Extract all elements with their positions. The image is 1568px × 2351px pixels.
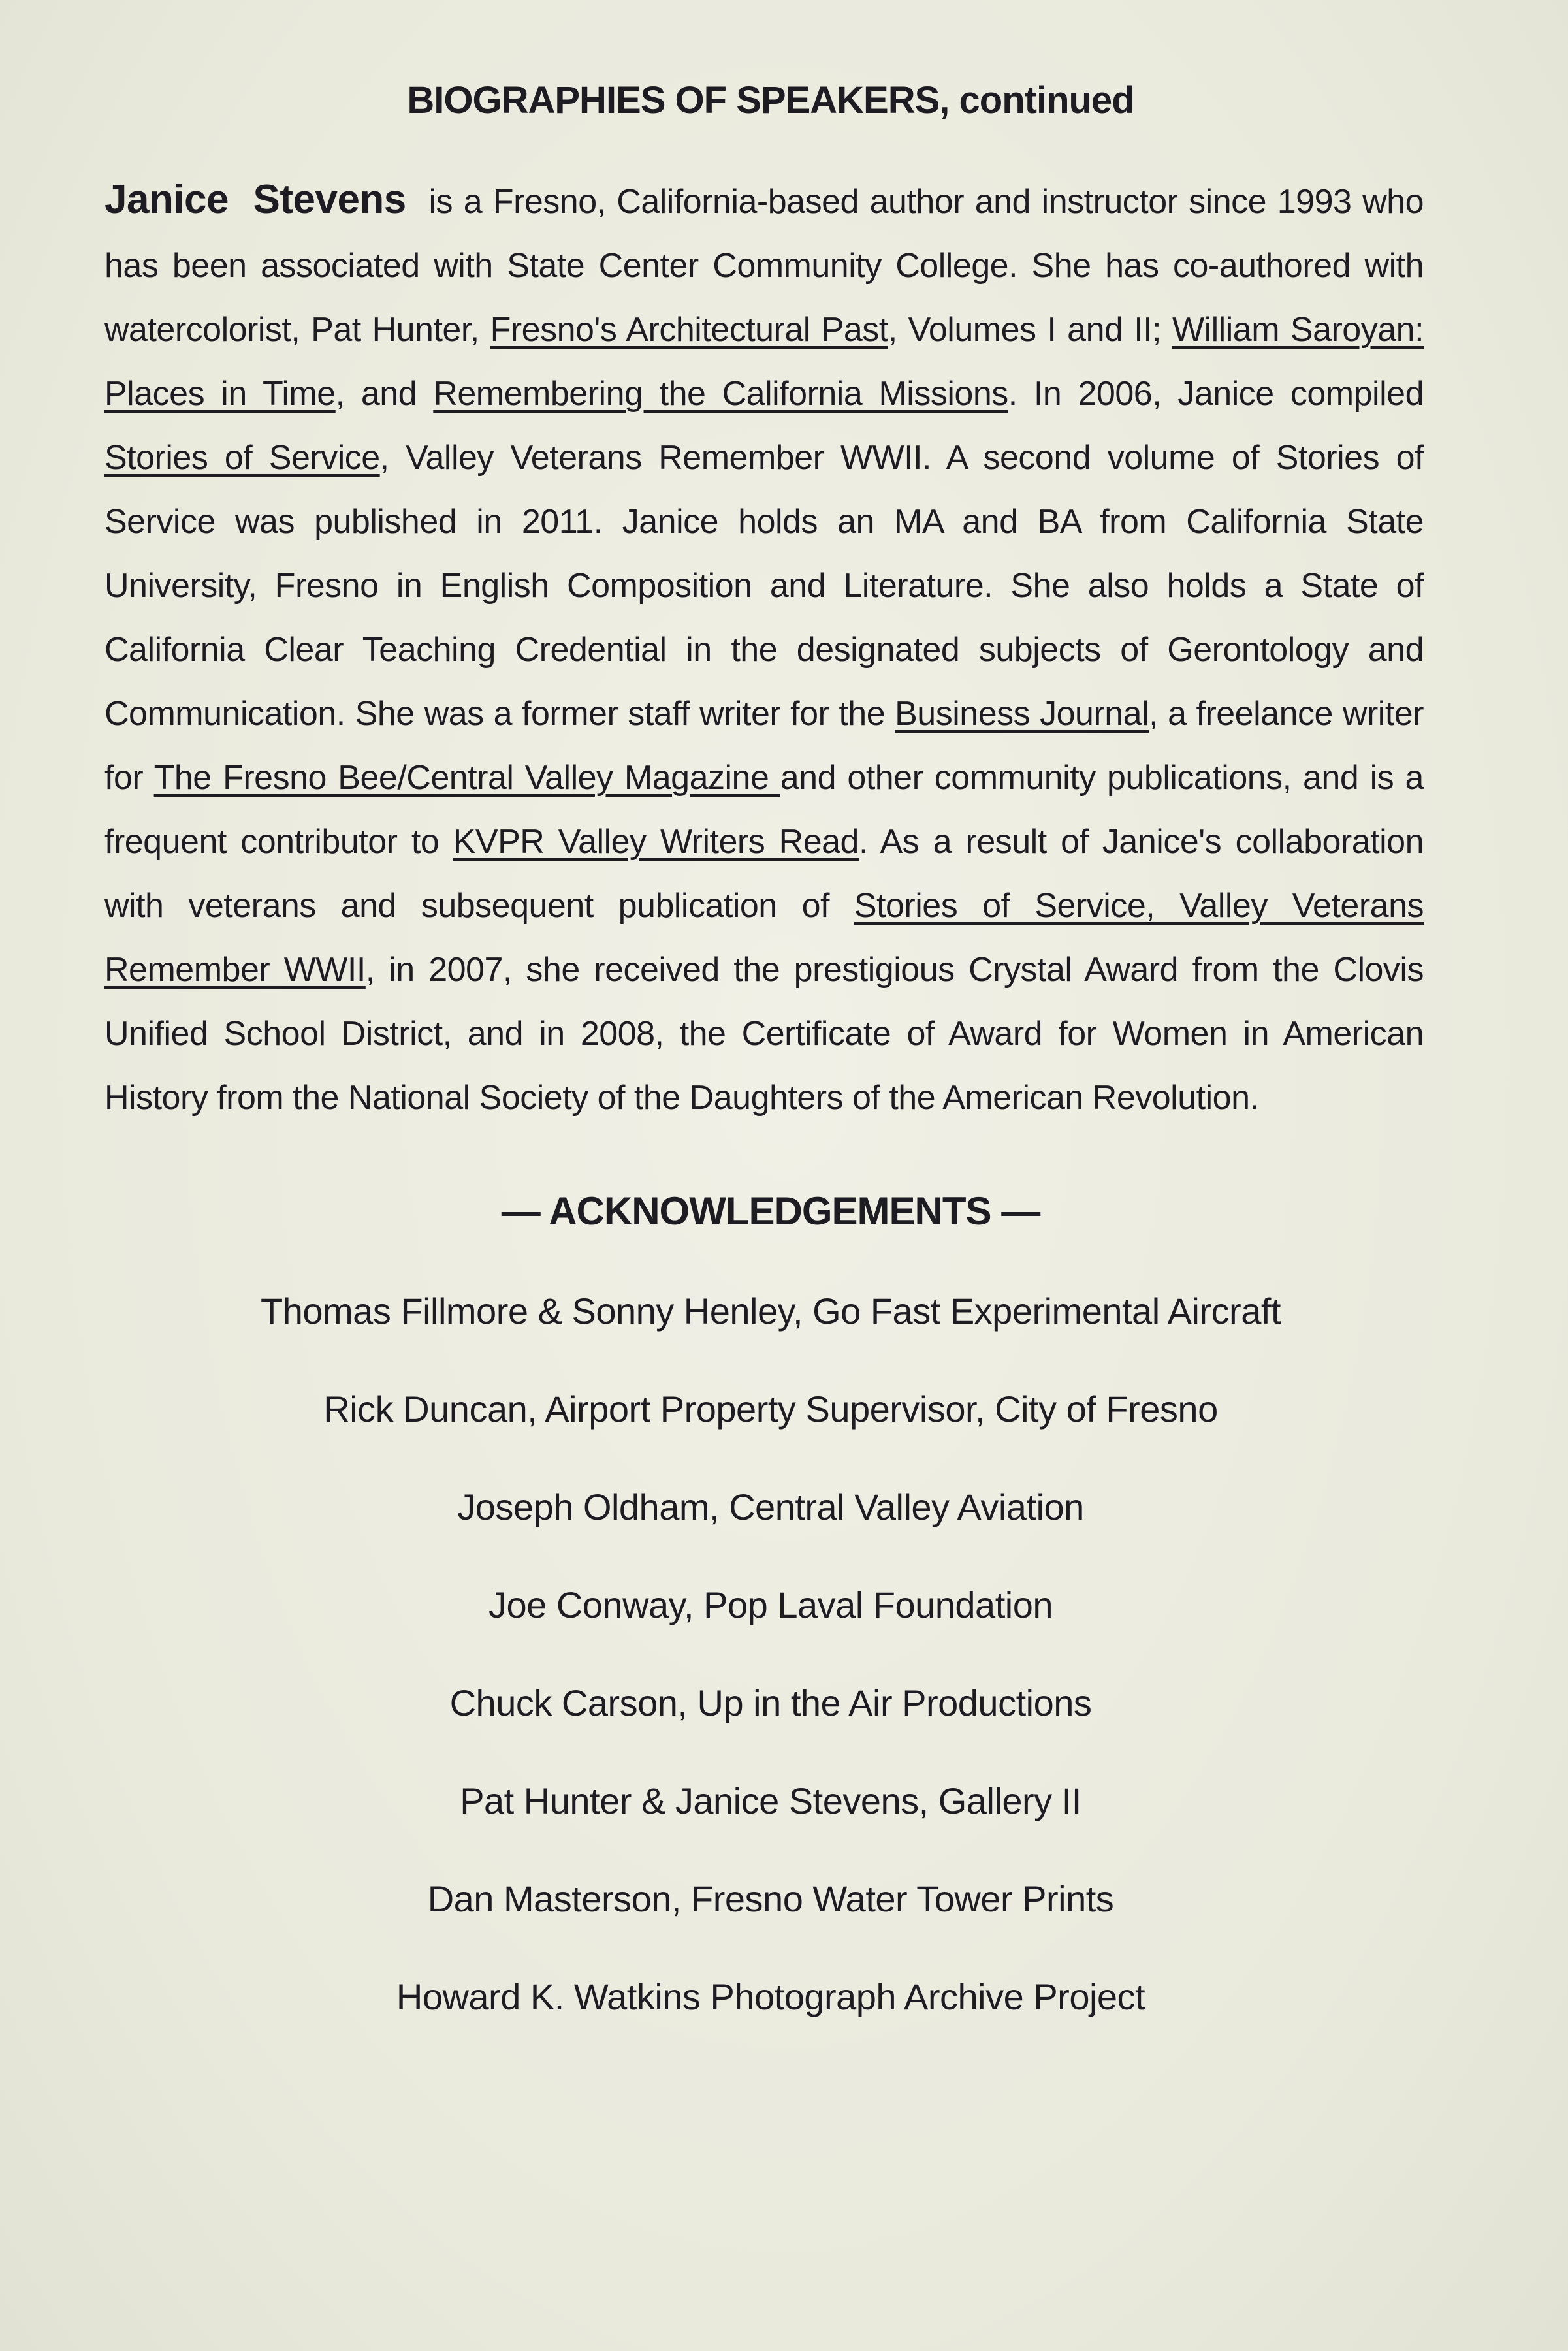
publication-title: Fresno's Architectural Past [490, 311, 888, 349]
bio-text: , in 2007, she received the prestigious Crystal Award from the Clovis Unified School District, and in 2008, the Certificate of Award for Women in American History from the National Society of the Daughters of the American Revolution. [104, 951, 1424, 1117]
acknowledgement-item: Howard K. Watkins Photograph Archive Project [396, 1976, 1145, 2017]
bio-text: , Volumes I and II; [888, 311, 1172, 349]
publication-title: Business Journal [895, 695, 1149, 733]
bio-text: . In 2006, Janice compiled [1008, 375, 1424, 413]
section-title-suffix: continued [959, 79, 1134, 121]
publication-title: William Saroyan: Places in Time [104, 311, 1424, 413]
publication-title: KVPR Valley Writers Read [453, 823, 859, 861]
publication-title: Stories of Service, Valley Veterans Remember WWII [104, 887, 1424, 989]
publication-title: The Fresno Bee/Central Valley Magazine [153, 759, 780, 797]
bio-text: , a freelance writer for [104, 695, 1424, 797]
section-title [104, 65, 1437, 122]
acknowledgement-item: Thomas Fillmore & Sonny Henley, Go Fast Experimental Aircraft [261, 1290, 1281, 1332]
acknowledgements-title: — ACKNOWLEDGEMENTS — [501, 1189, 1040, 1233]
bio-text: is a Fresno, California-based author and instructor since 1993 who has been associated with State Center Community College. She has co-authored with watercolorist, Pat Hunter, [104, 183, 1424, 349]
bio-text: , Valley Veterans Remember WWII. A second volume of Stories of Service was published in 2011. Janice holds an MA and BA from California State University, Fresno in English Composition and Literature. She also holds a State of California Clear Teaching Credential in the designated subjects of Gerontology and Communication. She was a former staff writer for the [104, 439, 1424, 733]
acknowledgements-list [104, 1279, 1437, 2063]
publication-title: Remembering the California Missions [433, 375, 1008, 413]
speaker-name: Janice Stevens [104, 177, 406, 222]
acknowledgement-item: Pat Hunter & Janice Stevens, Gallery II [460, 1780, 1081, 1821]
section-title-main: BIOGRAPHIES OF SPEAKERS, [407, 79, 950, 121]
bio-text: . As a result of Janice's collaboration with veterans and subsequent publication of [104, 823, 1424, 925]
bio-text: , and [335, 375, 434, 413]
speaker-biography [104, 168, 1437, 1130]
acknowledgement-item: Dan Masterson, Fresno Water Tower Prints [427, 1878, 1114, 1919]
publication-title: Stories of Service [104, 439, 380, 477]
bio-text: and other community publications, and is a frequent contributor to [104, 759, 1424, 861]
document-page [104, 65, 1437, 2063]
acknowledgement-item: Chuck Carson, Up in the Air Productions [449, 1682, 1092, 1723]
acknowledgement-item: Rick Duncan, Airport Property Supervisor, City of Fresno [323, 1388, 1218, 1430]
acknowledgement-item: Joe Conway, Pop Laval Foundation [488, 1584, 1053, 1625]
acknowledgement-item: Joseph Oldham, Central Valley Aviation [457, 1486, 1084, 1527]
